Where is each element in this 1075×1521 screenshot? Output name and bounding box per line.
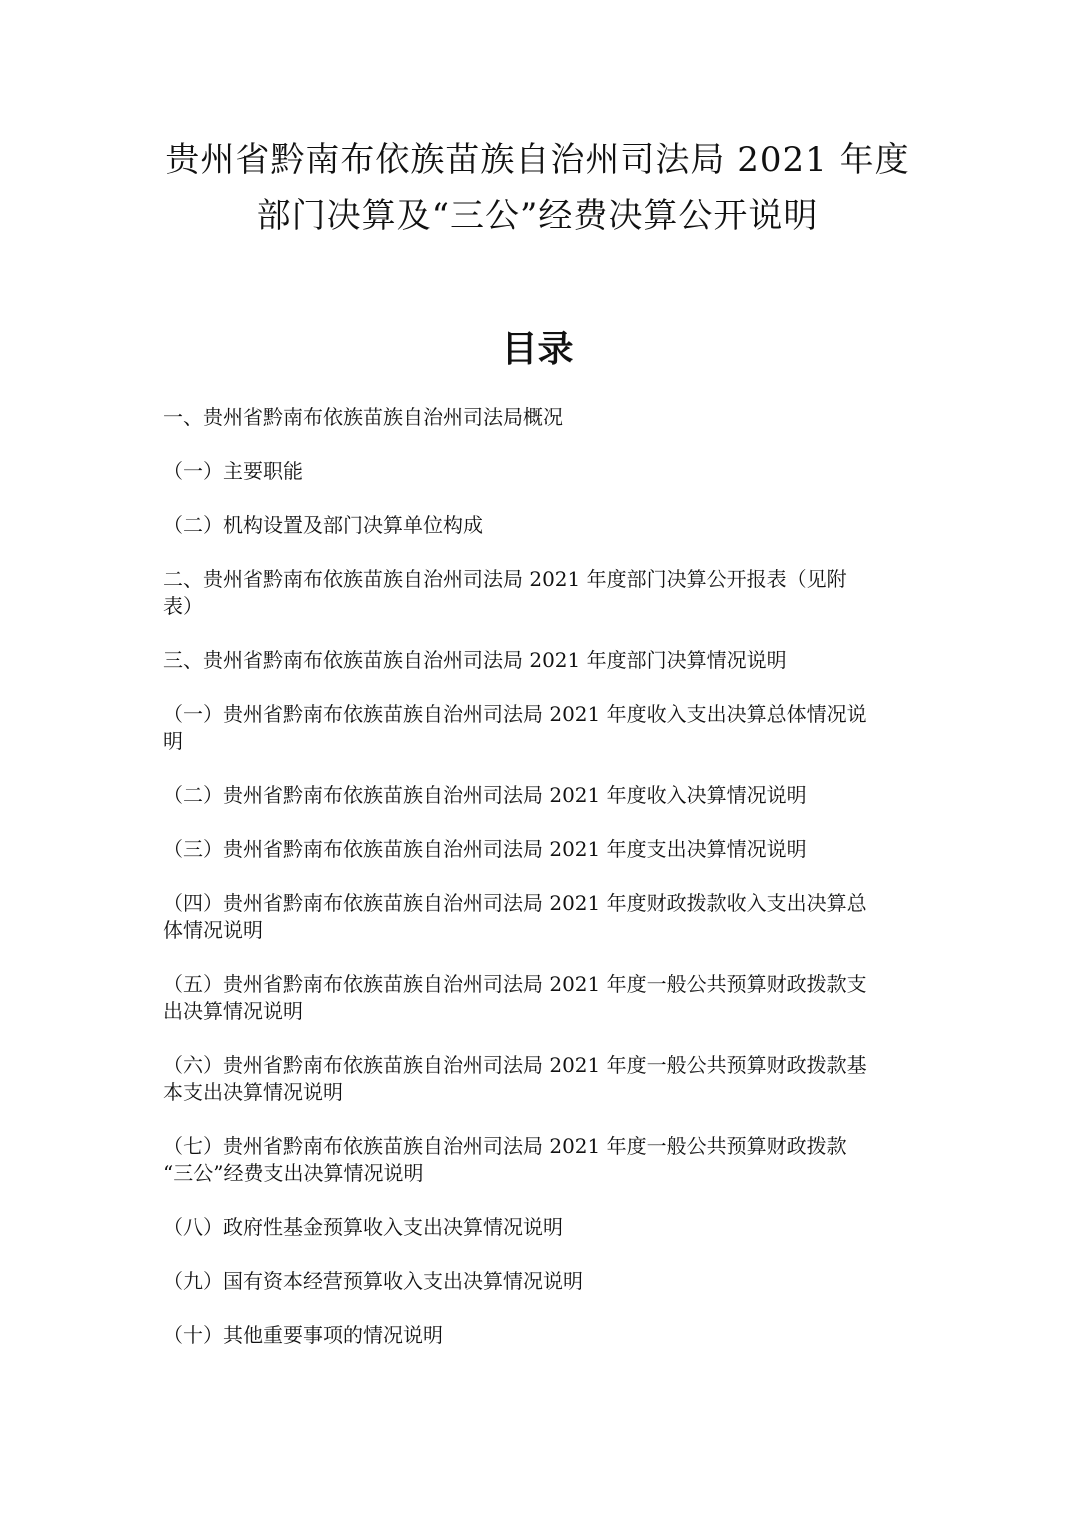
toc-item	[163, 1214, 915, 1241]
toc-item	[163, 512, 915, 539]
document-title-line-1: 贵州省黔南布依族苗族自治州司法局 2021 年度	[165, 140, 910, 180]
toc-item-line-1: （四）贵州省黔南布依族苗族自治州司法局 2021 年度财政拨款收入支出决算总	[163, 891, 867, 915]
toc-item-line-1: （六）贵州省黔南布依族苗族自治州司法局 2021 年度一般公共预算财政拨款基	[163, 1053, 867, 1077]
toc-item-line-1: （三）贵州省黔南布依族苗族自治州司法局 2021 年度支出决算情况说明	[163, 837, 807, 861]
toc-item	[163, 701, 915, 755]
toc-item	[163, 404, 915, 431]
toc-item-line-1: （五）贵州省黔南布依族苗族自治州司法局 2021 年度一般公共预算财政拨款支	[163, 972, 867, 996]
document-title	[120, 132, 955, 244]
toc-item	[163, 1133, 915, 1187]
toc-heading: 目录	[501, 329, 574, 370]
toc-item	[163, 566, 915, 620]
toc-item	[163, 836, 915, 863]
toc-item-line-1: 一、贵州省黔南布依族苗族自治州司法局概况	[163, 405, 563, 429]
toc-item	[163, 971, 915, 1025]
toc-item	[163, 1322, 915, 1349]
toc-item	[163, 1052, 915, 1106]
toc-item-line-1: 三、贵州省黔南布依族苗族自治州司法局 2021 年度部门决算情况说明	[163, 648, 787, 672]
toc-item-line-1: （八）政府性基金预算收入支出决算情况说明	[163, 1215, 563, 1239]
toc-item	[163, 647, 915, 674]
toc-item-line-2: 表）	[163, 594, 203, 618]
toc-item-line-1: （二）机构设置及部门决算单位构成	[163, 513, 483, 537]
toc-item-line-2: “三公”经费支出决算情况说明	[163, 1161, 424, 1185]
toc-item-line-1: （七）贵州省黔南布依族苗族自治州司法局 2021 年度一般公共预算财政拨款	[163, 1134, 847, 1158]
toc-item	[163, 782, 915, 809]
toc-item	[163, 1268, 915, 1295]
toc-item-line-1: （二）贵州省黔南布依族苗族自治州司法局 2021 年度收入决算情况说明	[163, 783, 807, 807]
toc-item-line-2: 体情况说明	[163, 918, 263, 942]
document-title-line-2: 部门决算及“三公”经费决算公开说明	[256, 196, 819, 236]
toc-item-line-2: 本支出决算情况说明	[163, 1080, 343, 1104]
toc-item-line-1: 二、贵州省黔南布依族苗族自治州司法局 2021 年度部门决算公开报表（见附	[163, 567, 847, 591]
toc-item	[163, 890, 915, 944]
toc-item-line-2: 明	[163, 729, 183, 753]
toc-item-line-1: （十）其他重要事项的情况说明	[163, 1323, 443, 1347]
toc-item-line-2: 出决算情况说明	[163, 999, 303, 1023]
toc-item-line-1: （一）主要职能	[163, 459, 303, 483]
table-of-contents	[163, 404, 915, 1376]
toc-item-line-1: （一）贵州省黔南布依族苗族自治州司法局 2021 年度收入支出决算总体情况说	[163, 702, 867, 726]
toc-item	[163, 458, 915, 485]
toc-item-line-1: （九）国有资本经营预算收入支出决算情况说明	[163, 1269, 583, 1293]
